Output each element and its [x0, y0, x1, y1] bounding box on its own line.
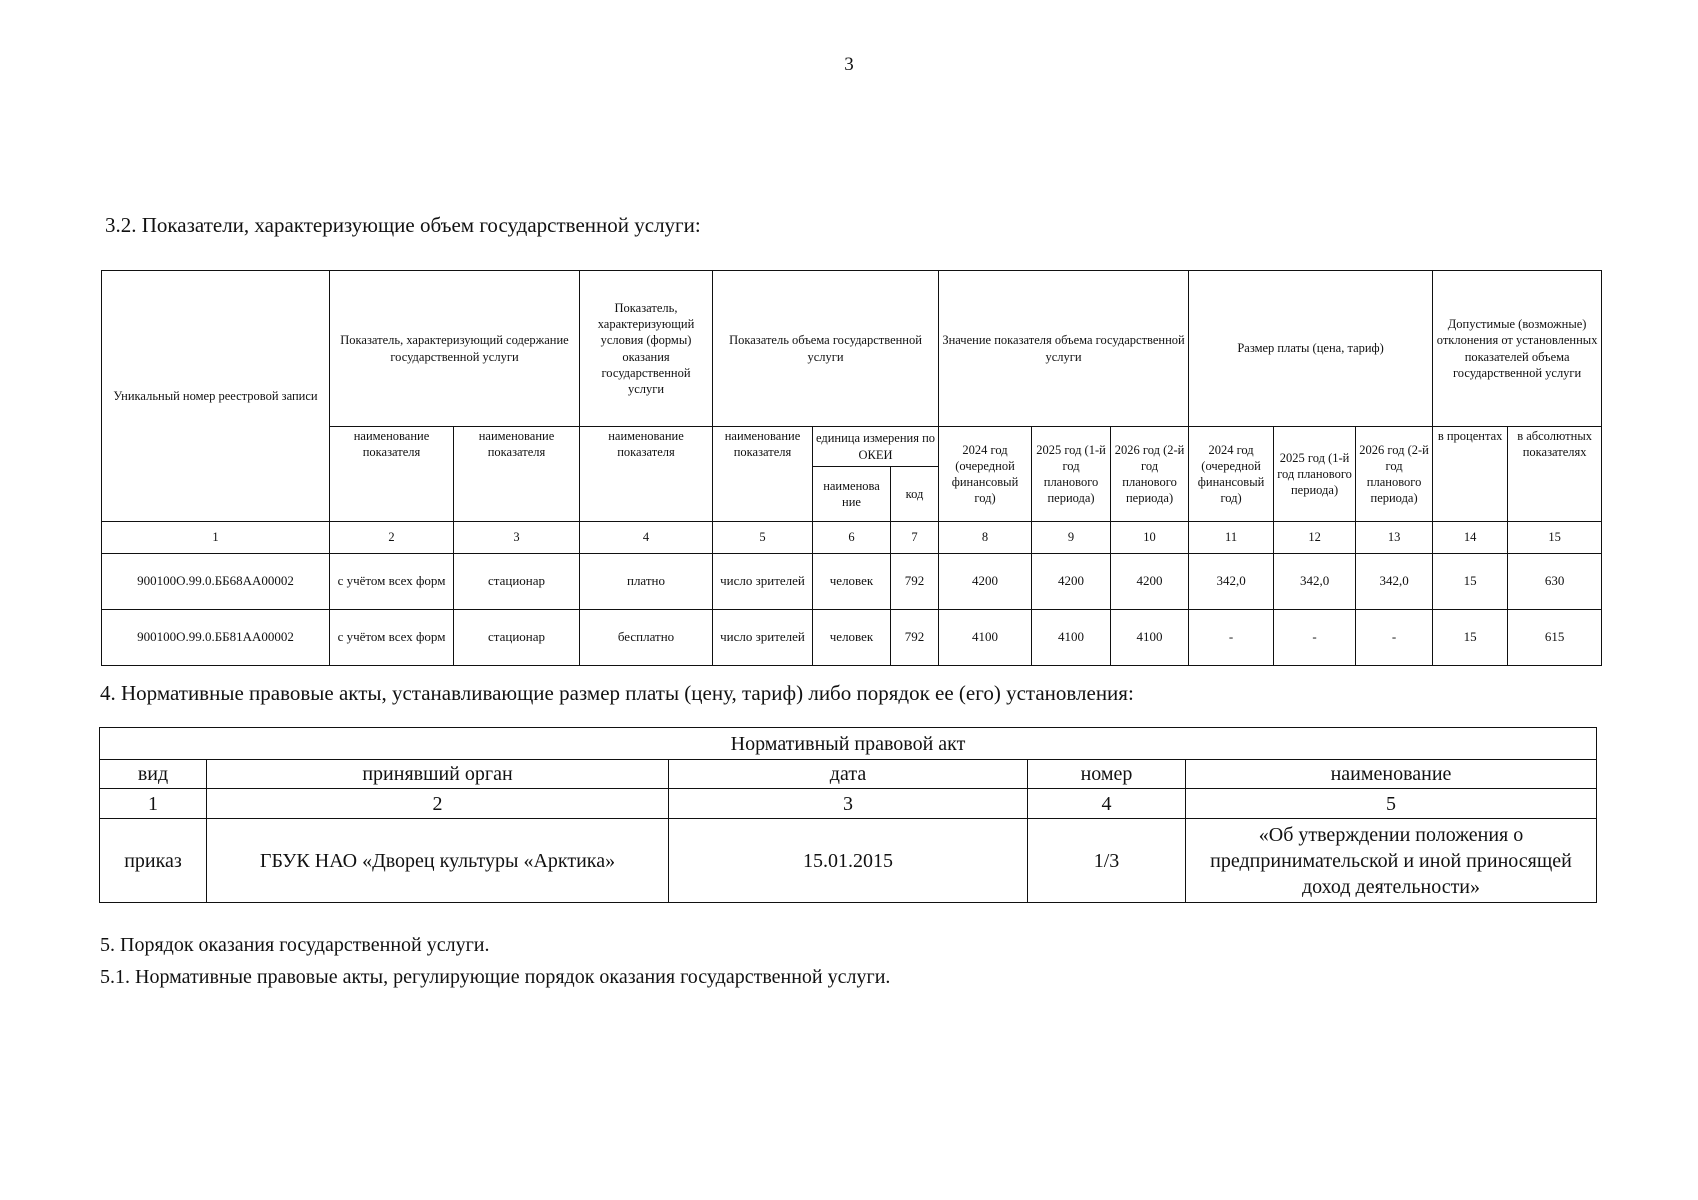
cell-unit-name: человек	[813, 554, 891, 610]
cell-fee-2025: -	[1274, 610, 1356, 666]
cell-deviation-percent: 15	[1433, 610, 1508, 666]
cell-value-2025: 4100	[1032, 610, 1111, 666]
subheader-name-indicator: наименование показателя	[454, 427, 580, 522]
cell-value-2024: 4100	[939, 610, 1032, 666]
column-number: 13	[1356, 522, 1433, 554]
legal-acts-table	[99, 727, 1597, 903]
header-date: дата	[669, 760, 1028, 789]
subheader-fee-2024: 2024 год (очередной финансовый год)	[1189, 427, 1274, 522]
cell-registry-number: 900100О.99.0.ББ81АА00002	[102, 610, 330, 666]
subheader-value-2025: 2025 год (1-й год планового периода)	[1032, 427, 1111, 522]
column-number: 5	[713, 522, 813, 554]
column-number: 4	[1028, 789, 1186, 819]
page-number: 3	[844, 54, 854, 75]
section-5-1-heading: 5.1. Нормативные правовые акты, регулирующие порядок оказания государственной услуги.	[100, 966, 891, 988]
cell-value-2026: 4100	[1111, 610, 1189, 666]
table-row	[102, 610, 1602, 666]
column-number: 12	[1274, 522, 1356, 554]
header-act-type: вид	[100, 760, 207, 789]
section-3-2-heading: 3.2. Показатели, характеризующие объем государственной услуги:	[105, 213, 701, 237]
column-number: 14	[1433, 522, 1508, 554]
cell-value-2024: 4200	[939, 554, 1032, 610]
cell-deviation-percent: 15	[1433, 554, 1508, 610]
header-volume-value: Значение показателя объема государственной услуги	[939, 271, 1189, 427]
header-registry-number: Уникальный номер реестровой записи	[102, 271, 330, 522]
cell-unit-name: человек	[813, 610, 891, 666]
subheader-percent: в процентах	[1433, 427, 1508, 522]
subheader-name-indicator: наименование показателя	[330, 427, 454, 522]
column-number: 2	[207, 789, 669, 819]
section-4-heading: 4. Нормативные правовые акты, устанавливающие размер платы (цену, тариф) либо порядок ее (его) установления:	[100, 681, 1134, 705]
cell-condition: платно	[580, 554, 713, 610]
header-number: номер	[1028, 760, 1186, 789]
column-number: 1	[102, 522, 330, 554]
column-number: 15	[1508, 522, 1602, 554]
cell-deviation-absolute: 630	[1508, 554, 1602, 610]
cell-date: 15.01.2015	[669, 819, 1028, 903]
subheader-absolute: в абсолютных показателях	[1508, 427, 1602, 522]
subheader-okei-code: код	[891, 467, 939, 522]
cell-unit-code: 792	[891, 610, 939, 666]
header-volume-indicator: Показатель объема государственной услуги	[713, 271, 939, 427]
column-number-row	[102, 522, 1602, 554]
cell-condition: бесплатно	[580, 610, 713, 666]
column-number: 11	[1189, 522, 1274, 554]
cell-fee-2026: 342,0	[1356, 554, 1433, 610]
column-number: 3	[669, 789, 1028, 819]
column-number: 6	[813, 522, 891, 554]
cell-fee-2026: -	[1356, 610, 1433, 666]
subheader-fee-2026: 2026 год (2-й год планового периода)	[1356, 427, 1433, 522]
table-row	[102, 554, 1602, 610]
cell-content-type: стационар	[454, 554, 580, 610]
subheader-value-2024: 2024 год (очередной финансовый год)	[939, 427, 1032, 522]
header-allowed-deviation: Допустимые (возможные) отклонения от установленных показателей объема государственной услуги	[1433, 271, 1602, 427]
column-number: 8	[939, 522, 1032, 554]
column-number: 10	[1111, 522, 1189, 554]
column-number-row	[100, 789, 1597, 819]
column-number: 2	[330, 522, 454, 554]
cell-fee-2024: 342,0	[1189, 554, 1274, 610]
column-number: 3	[454, 522, 580, 554]
header-issuing-body: принявший орган	[207, 760, 669, 789]
cell-unit-code: 792	[891, 554, 939, 610]
subheader-okei-unit: единица измерения по ОКЕИ	[813, 427, 939, 467]
cell-content-form: с учётом всех форм	[330, 554, 454, 610]
column-number: 7	[891, 522, 939, 554]
cell-volume-indicator: число зрителей	[713, 610, 813, 666]
column-number: 5	[1186, 789, 1597, 819]
subheader-okei-name: наименова ние	[813, 467, 891, 522]
cell-issuing-body: ГБУК НАО «Дворец культуры «Арктика»	[207, 819, 669, 903]
column-number: 4	[580, 522, 713, 554]
table-row	[100, 819, 1597, 903]
header-title: наименование	[1186, 760, 1597, 789]
cell-content-type: стационар	[454, 610, 580, 666]
header-content-indicator: Показатель, характеризующий содержание государственной услуги	[330, 271, 580, 427]
subheader-name-indicator: наименование показателя	[580, 427, 713, 522]
cell-value-2026: 4200	[1111, 554, 1189, 610]
cell-fee-2024: -	[1189, 610, 1274, 666]
cell-fee-2025: 342,0	[1274, 554, 1356, 610]
column-number: 1	[100, 789, 207, 819]
cell-value-2025: 4200	[1032, 554, 1111, 610]
legal-act-table-title: Нормативный правовой акт	[100, 728, 1597, 760]
header-conditions-indicator: Показатель, характеризующий условия (формы) оказания государственной услуги	[580, 271, 713, 427]
subheader-fee-2025: 2025 год (1-й год планового периода)	[1274, 427, 1356, 522]
header-fee-size: Размер платы (цена, тариф)	[1189, 271, 1433, 427]
volume-indicators-table	[101, 270, 1602, 666]
subheader-value-2026: 2026 год (2-й год планового периода)	[1111, 427, 1189, 522]
subheader-name-indicator: наименование показателя	[713, 427, 813, 522]
cell-volume-indicator: число зрителей	[713, 554, 813, 610]
cell-number: 1/3	[1028, 819, 1186, 903]
cell-registry-number: 900100О.99.0.ББ68АА00002	[102, 554, 330, 610]
cell-deviation-absolute: 615	[1508, 610, 1602, 666]
section-5-heading: 5. Порядок оказания государственной услуги.	[100, 934, 490, 956]
column-number: 9	[1032, 522, 1111, 554]
cell-act-title: «Об утверждении положения о предпринимательской и иной приносящей доход деятельности»	[1186, 819, 1597, 903]
cell-act-type: приказ	[100, 819, 207, 903]
cell-content-form: с учётом всех форм	[330, 610, 454, 666]
